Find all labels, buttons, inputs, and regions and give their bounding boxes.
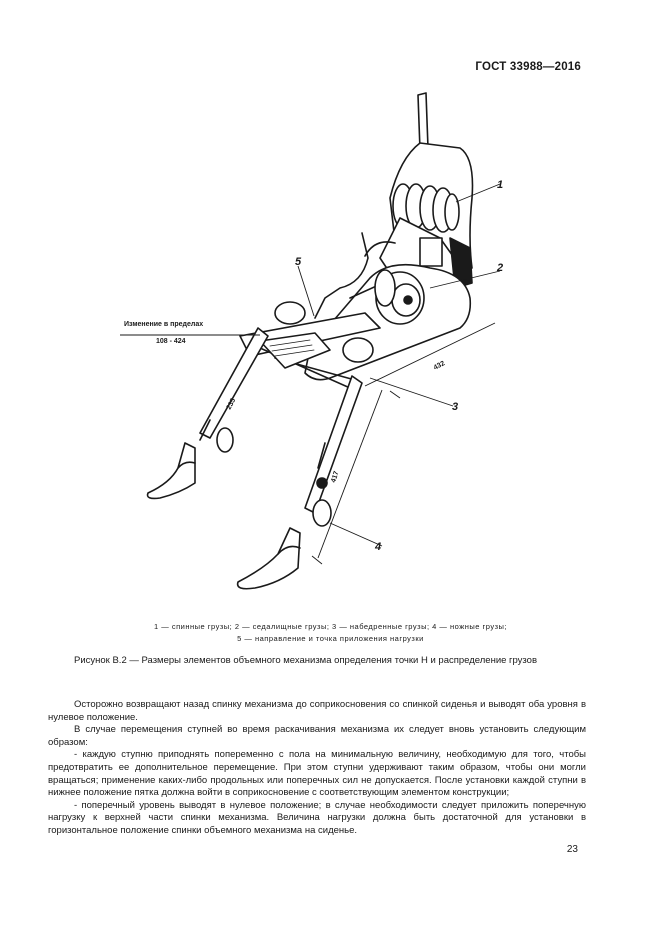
h-point-machine-drawing	[100, 88, 530, 618]
adjust-range-value: 108 - 424	[156, 338, 186, 345]
figure-legend	[60, 621, 601, 645]
adjust-range-title: Изменение в пределах	[124, 321, 204, 328]
dim-thigh-length: 432	[432, 360, 447, 372]
dim-leg-length: 417	[330, 470, 341, 484]
label-load-direction: 5	[295, 256, 302, 268]
paragraph: - поперечный уровень выводят в нулевое положение; в случае необходимости следует приложить поперечную нагрузку к верхней части спинки механизма. Величина нагрузки должна быть достаточной для установки в горизонтальное положение спинки объемного механизма на сиденье.	[48, 799, 586, 836]
label-back-weights: 1	[497, 179, 504, 191]
page-number: 23	[566, 844, 578, 855]
paragraph: В случае перемещения ступней во время раскачивания механизма их следует вновь установить следующим образом:	[48, 724, 586, 748]
dim-left-leg: 235	[225, 397, 238, 411]
h-point-machine-figure	[100, 88, 530, 618]
label-thigh-weights: 3	[452, 401, 459, 413]
legend-line-2: 5 — направление и точка приложения нагрузки	[237, 634, 424, 643]
standard-header: ГОСТ 33988—2016	[475, 61, 581, 73]
legend-line-1: 1 — спинные грузы; 2 — седалищные грузы; 3 — набедренные грузы; 4 — ножные грузы;	[153, 622, 508, 631]
label-leg-weights: 4	[375, 541, 382, 553]
paragraph: Осторожно возвращают назад спинку механизма до соприкосновения со спинкой сиденья и выводят оба уровня в нулевое положение.	[48, 699, 586, 723]
figure-caption: Рисунок В.2 — Размеры элементов объемного механизма определения точки H и распределение грузов	[74, 655, 538, 666]
paragraph: - каждую ступню приподнять попеременно с пола на минимальную величину, необходимую для того, чтобы предотвратить ее дополнительное перемещение. При этом ступни удерживают таким образом, чтобы они могли вращаться; применение каких-либо продольных или поперечных сил не допускается. После установки каждой ступни в нижнее положение пятка должна войти в соприкосновение с соответствующим элементом конструкции;	[48, 749, 586, 799]
body-text	[48, 699, 586, 838]
label-seat-weights: 2	[497, 262, 504, 274]
